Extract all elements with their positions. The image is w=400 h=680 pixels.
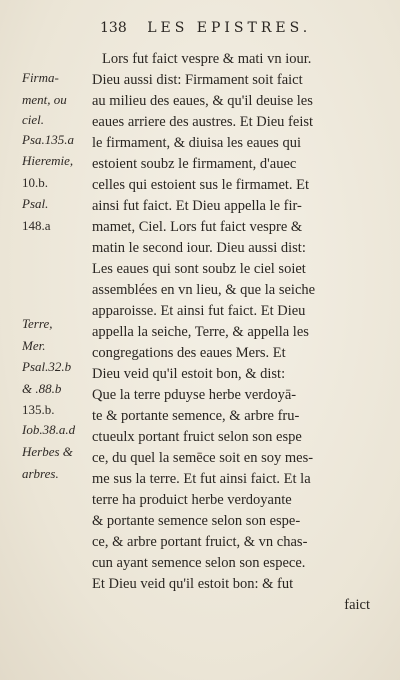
text-line: faict bbox=[344, 597, 370, 613]
text-line: ce, du quel la semēce soit en soy mes- bbox=[92, 450, 314, 466]
margin-note: Herbes & bbox=[22, 444, 73, 459]
text-line: me sus la terre. Et fut ainsi faict. Et la bbox=[92, 471, 311, 487]
margin-note: Mer. bbox=[22, 338, 46, 353]
margin-note: ment, ou bbox=[22, 92, 67, 107]
running-title: LES EPISTRES. bbox=[147, 20, 312, 36]
text-line: Dieu aussi dist: Firmament soit faict bbox=[92, 72, 303, 88]
margin-note: Hieremie, bbox=[22, 153, 74, 168]
text-line: assemblées en vn lieu, & que la seiche bbox=[92, 282, 316, 298]
text-line: matin le second iour. Dieu aussi dist: bbox=[92, 240, 306, 256]
margin-note: Firma- bbox=[22, 70, 59, 85]
text-line: mamet, Ciel. Lors fut faict vespre & bbox=[92, 219, 303, 235]
text-line: ainsi fut faict. Et Dieu appella le fir- bbox=[92, 198, 302, 214]
margin-note: 135.b. bbox=[22, 402, 55, 417]
margin-note: ciel. bbox=[22, 112, 45, 127]
text-line: apparoisse. Et ainsi fut faict. Et Dieu bbox=[92, 303, 306, 319]
text-line: Que la terre pduyse herbe verdoyā- bbox=[92, 387, 297, 403]
margin-note: Psal.32.b bbox=[22, 359, 72, 374]
text-line: congregations des eaues Mers. Et bbox=[92, 345, 286, 361]
page-number: 138 bbox=[100, 20, 127, 36]
text-line: cun ayant semence selon son espece. bbox=[92, 555, 306, 571]
text-line: eaues arriere des austres. Et Dieu feist bbox=[92, 114, 314, 130]
margin-note: & .88.b bbox=[22, 381, 62, 396]
text-line: Lors fut faict vespre & mati vn iour. bbox=[102, 51, 312, 67]
margin-note: Terre, bbox=[22, 316, 53, 331]
margin-note: arbres. bbox=[22, 466, 59, 481]
text-line: appella la seiche, Terre, & appella les bbox=[92, 324, 309, 340]
margin-note: 10.b. bbox=[22, 175, 48, 190]
text-line: terre ha produict herbe verdoyante bbox=[92, 492, 292, 508]
text-line: Et Dieu veid qu'il estoit bon: & fut bbox=[92, 576, 294, 592]
text-line: ctueulx portant fruict selon son espe bbox=[92, 429, 302, 445]
margin-note: 148.a bbox=[22, 218, 51, 233]
text-line: ce, & arbre portant fruict, & vn chas- bbox=[92, 534, 308, 550]
text-line: Les eaues qui sont soubz le ciel soiet bbox=[92, 261, 306, 277]
text-line: au milieu des eaues, & qu'il deuise les bbox=[92, 93, 313, 109]
text-line: estoient soubz le firmament, d'auec bbox=[92, 156, 297, 172]
text-line: & portante semence selon son espe- bbox=[92, 513, 301, 529]
text-line: Dieu veid qu'il estoit bon, & dist: bbox=[92, 366, 286, 382]
margin-note: Psa.135.a bbox=[22, 132, 74, 147]
margin-note: Iob.38.a.d bbox=[22, 422, 76, 437]
margin-note: Psal. bbox=[22, 196, 49, 211]
text-line: te & portante semence, & arbre fru- bbox=[92, 408, 300, 424]
text-line: le firmament, & diuisa les eaues qui bbox=[92, 135, 301, 151]
text-line: celles qui estoient sus le firmamet. Et bbox=[92, 177, 310, 193]
